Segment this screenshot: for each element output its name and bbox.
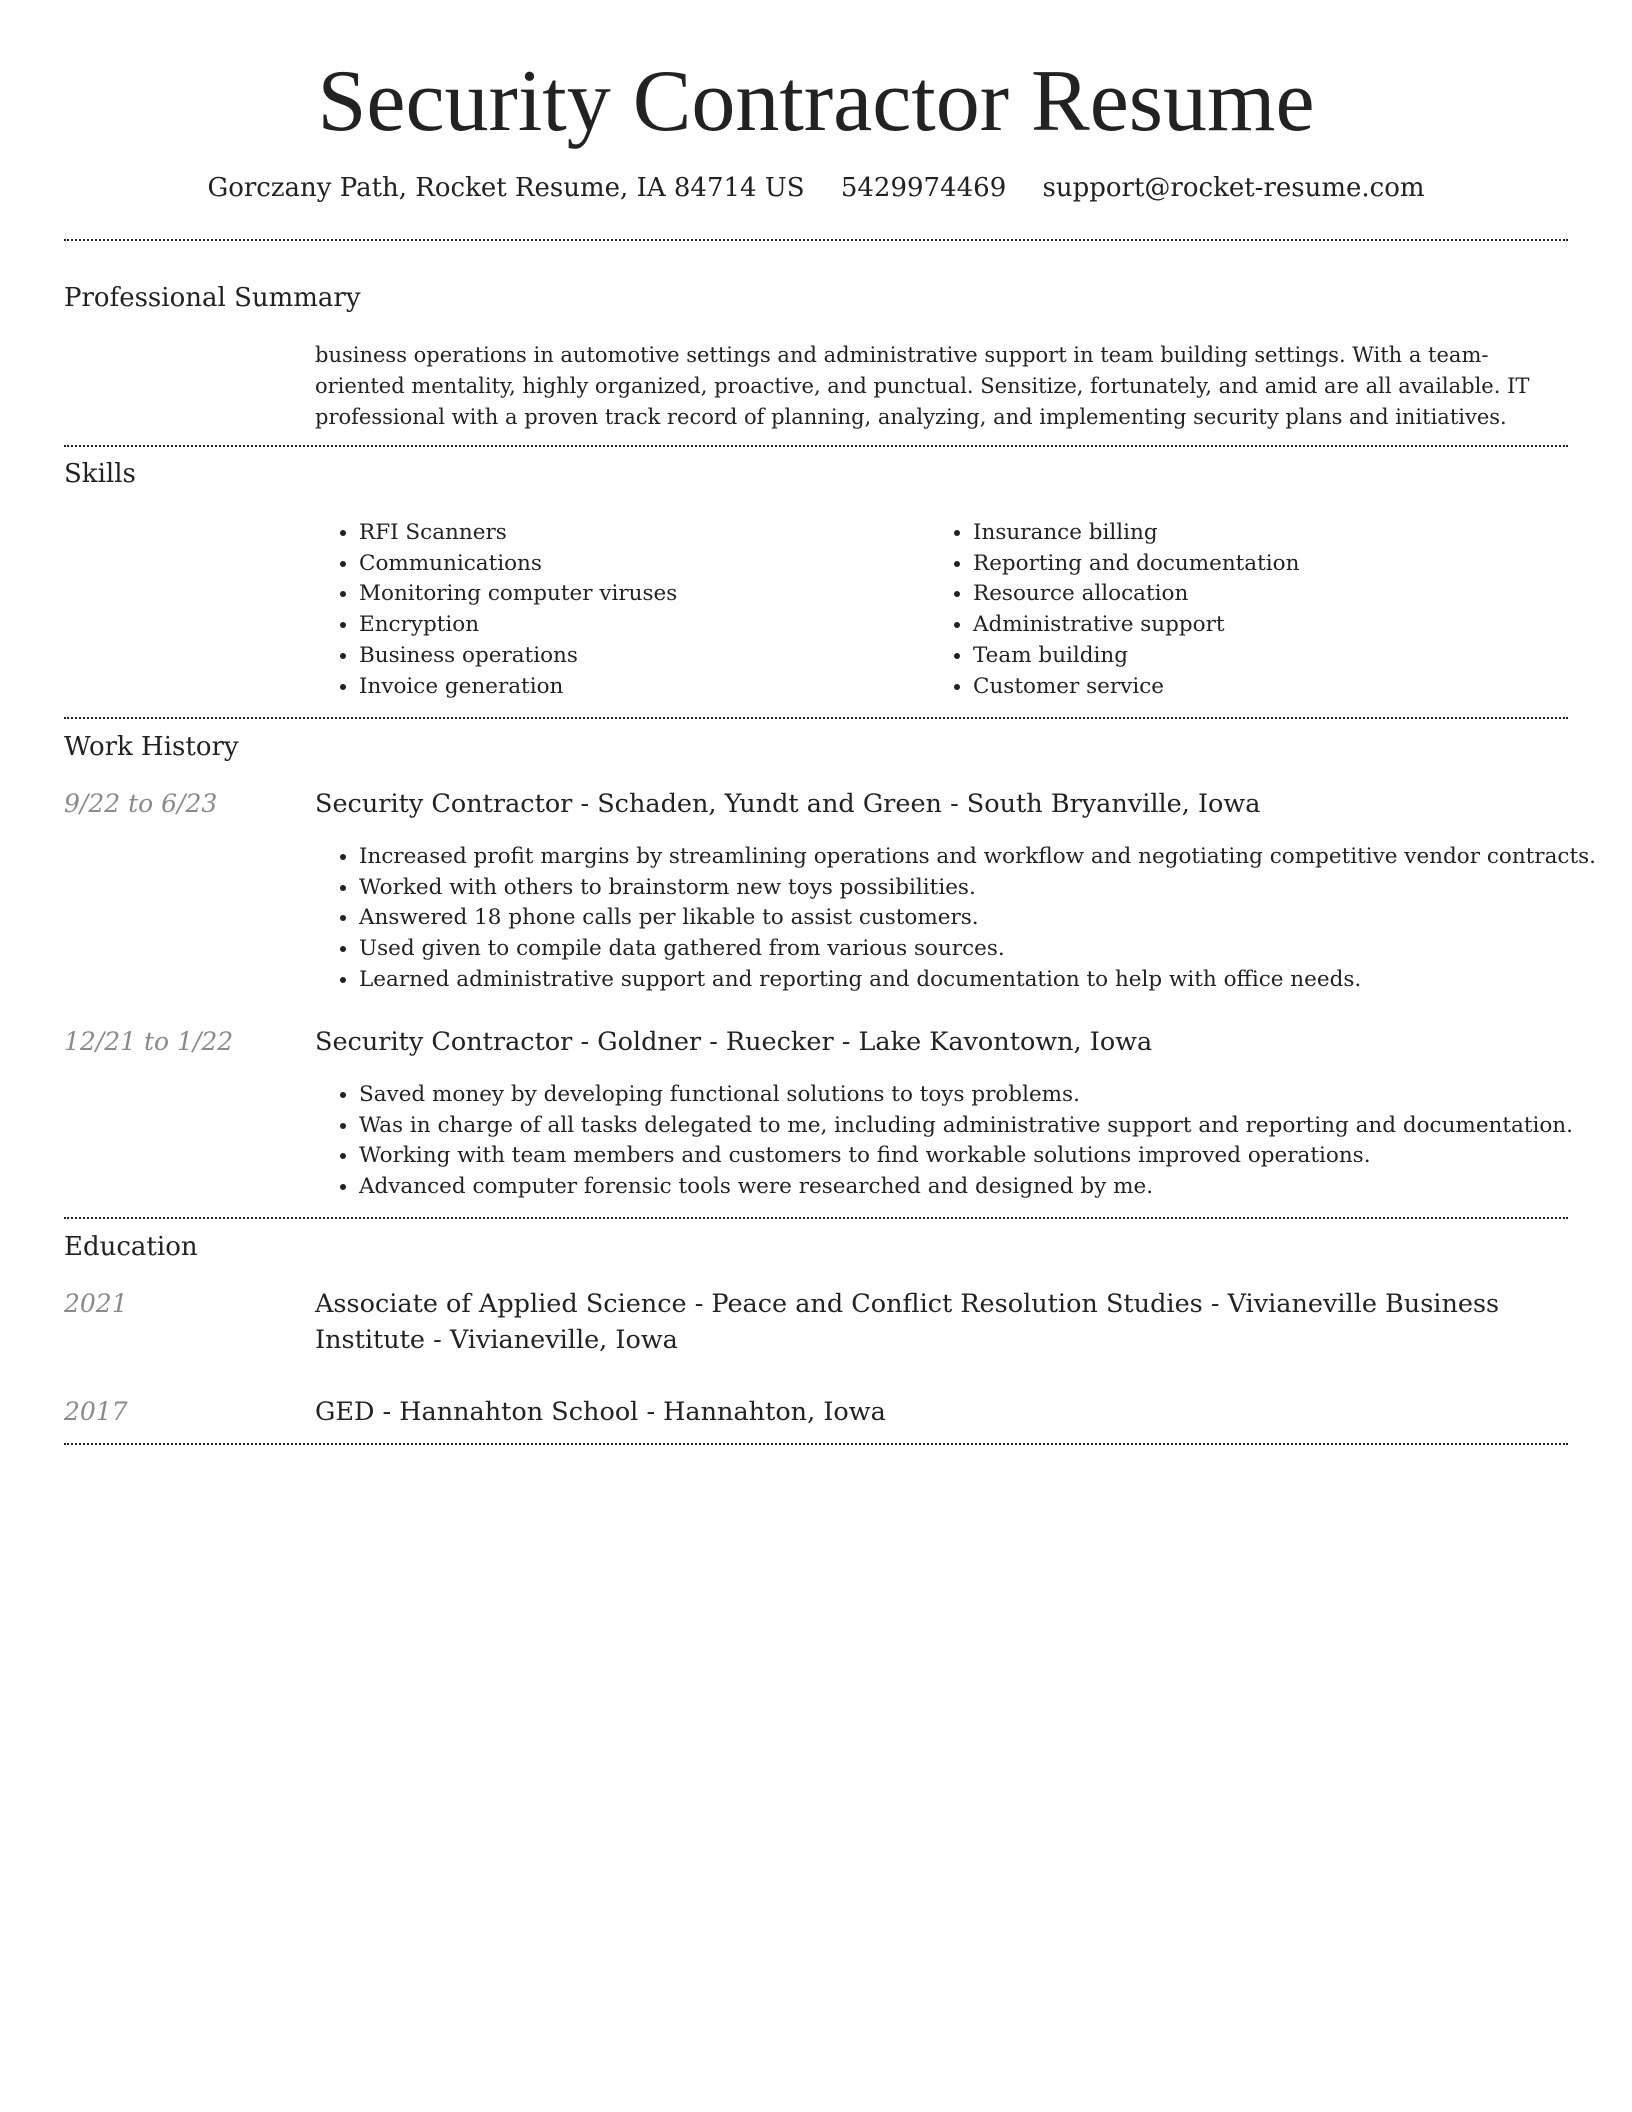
section-heading-skills: Skills (64, 459, 136, 489)
school-details: - Vivianeville Business Institute - Vivianeville, Iowa (315, 1289, 1500, 1355)
skill-item: • Reporting and documentation (973, 549, 1573, 580)
resume-title: Security Contractor Resume (317, 53, 1315, 150)
education-year: 2017 (64, 1397, 128, 1426)
education-year: 2021 (64, 1289, 128, 1318)
divider (64, 717, 1568, 719)
job-bullets (315, 842, 1612, 996)
job-dates: 12/21 to 1/22 (64, 1027, 234, 1056)
job-title: Security Contractor - Schaden, Yundt and Green - South Bryanville, Iowa (315, 789, 1261, 819)
education-entry (315, 1286, 1568, 1358)
contact-line (0, 170, 1632, 206)
skill-item: • Resource allocation (973, 579, 1573, 610)
skill-item: • Communications (359, 549, 919, 580)
skills-column-left (315, 518, 919, 702)
job-bullet: • Saved money by developing functional solutions to toys problems. (359, 1080, 1612, 1111)
job-bullet: • Used given to compile data gathered from various sources. (359, 934, 1612, 965)
section-heading-education: Education (64, 1232, 198, 1262)
skill-item: • Administrative support (973, 610, 1573, 641)
skills-column-right (929, 518, 1573, 702)
job-bullet: • Worked with others to brainstorm new toys possibilities. (359, 873, 1612, 904)
contact-address: Gorczany Path, Rocket Resume, IA 84714 US (207, 173, 805, 203)
skill-item: • Encryption (359, 610, 919, 641)
skill-item: • Invoice generation (359, 672, 919, 703)
job-bullet: • Working with team members and customers to find workable solutions improved operations. (359, 1141, 1612, 1172)
skill-item: • Monitoring computer viruses (359, 579, 919, 610)
summary-text: business operations in automotive settings and administrative support in team building settings. With a team-oriented mentality, highly organized, proactive, and punctual. Sensitize, fortunately, and amid are all available. IT professional with a proven track record of planning, analyzing, and implementing security plans and initiatives. (315, 343, 1530, 429)
job-dates: 9/22 to 6/23 (64, 789, 218, 818)
job-title: Security Contractor - Goldner - Ruecker - Lake Kavontown, Iowa (315, 1027, 1153, 1057)
divider (64, 1443, 1568, 1445)
school-details: - Hannahton School - Hannahton, Iowa (374, 1397, 886, 1427)
degree-name: GED (315, 1397, 375, 1427)
section-heading-summary: Professional Summary (64, 283, 361, 313)
job-bullet: • Increased profit margins by streamlining operations and workflow and negotiating competitive vendor contracts. (359, 842, 1612, 873)
degree-name: Associate of Applied Science - Peace and Conflict Resolution Studies (315, 1289, 1203, 1319)
education-entry (315, 1394, 1568, 1430)
skill-item: • RFI Scanners (359, 518, 919, 549)
job-bullet: • Advanced computer forensic tools were researched and designed by me. (359, 1172, 1612, 1203)
section-heading-work: Work History (64, 732, 239, 762)
job-bullet: • Learned administrative support and reporting and documentation to help with office needs. (359, 965, 1612, 996)
skill-item: • Team building (973, 641, 1573, 672)
skill-item: • Business operations (359, 641, 919, 672)
job-bullets (315, 1080, 1612, 1203)
divider (64, 445, 1568, 447)
divider (64, 1217, 1568, 1219)
contact-email: support@rocket-resume.com (1042, 173, 1425, 203)
contact-phone: 5429974469 (840, 173, 1007, 203)
job-bullet: • Was in charge of all tasks delegated to me, including administrative support and reporting and documentation. (359, 1111, 1612, 1142)
skill-item: • Customer service (973, 672, 1573, 703)
skill-item: • Insurance billing (973, 518, 1573, 549)
job-bullet: • Answered 18 phone calls per likable to assist customers. (359, 903, 1612, 934)
divider (64, 239, 1568, 241)
